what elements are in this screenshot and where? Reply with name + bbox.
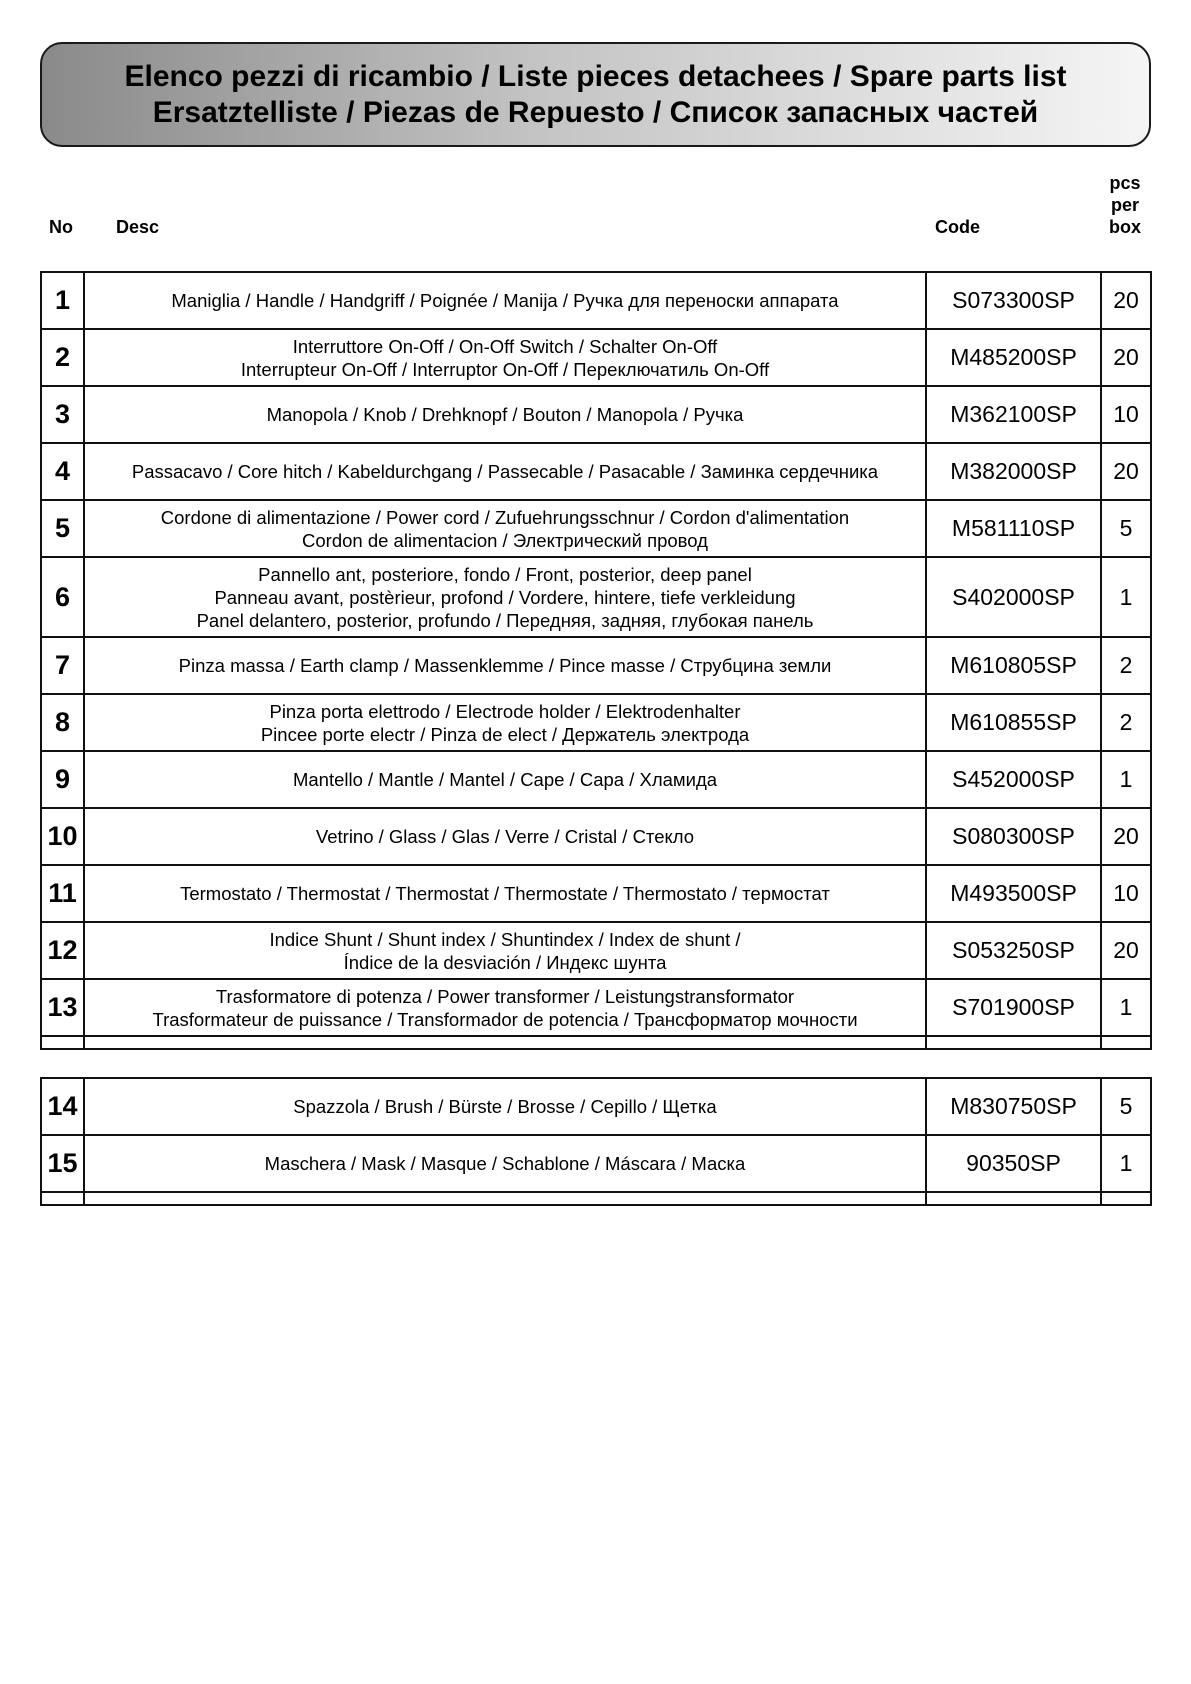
table-row [41, 386, 1151, 443]
table-row [41, 329, 1151, 386]
table-row [41, 272, 1151, 329]
part-number: 11 [41, 865, 84, 922]
part-code: S053250SP [926, 922, 1101, 979]
part-code: M610855SP [926, 694, 1101, 751]
part-description [84, 1135, 926, 1192]
part-code: S701900SP [926, 979, 1101, 1036]
spare-parts-table-body [41, 272, 1151, 1049]
part-pcs-per-box: 10 [1101, 865, 1151, 922]
part-description-line: Pincee porte electr / Pinza de elect / Держатель электрода [260, 723, 750, 745]
part-number: 6 [41, 557, 84, 637]
part-pcs-per-box: 1 [1101, 979, 1151, 1036]
table-row [41, 500, 1151, 557]
part-description [84, 1078, 926, 1135]
table-row [41, 443, 1151, 500]
part-description-line: Indice Shunt / Shunt index / Shuntindex / Index de shunt / [269, 928, 741, 950]
table-row [41, 1078, 1151, 1135]
part-description-line: Índice de la desviación / Индекс шунта [343, 951, 667, 973]
part-number: 9 [41, 751, 84, 808]
table-row [41, 808, 1151, 865]
part-pcs-per-box: 20 [1101, 272, 1151, 329]
part-pcs-per-box: 1 [1101, 751, 1151, 808]
column-header-pcs-line-1: pcs [1109, 173, 1141, 193]
column-header-code: Code [935, 217, 980, 237]
part-number: 3 [41, 386, 84, 443]
part-description [84, 694, 926, 751]
spare-parts-table-extra-body [41, 1078, 1151, 1205]
column-header-pcs-line-3: box [1108, 217, 1141, 237]
part-code: 90350SP [926, 1135, 1101, 1192]
part-number: 8 [41, 694, 84, 751]
part-number: 2 [41, 329, 84, 386]
spare-parts-table [40, 271, 1152, 1050]
part-code: M362100SP [926, 386, 1101, 443]
part-description-line: Manopola / Knob / Drehknopf / Bouton / Manopola / Ручка [266, 404, 744, 425]
part-pcs-per-box: 5 [1101, 500, 1151, 557]
part-pcs-per-box: 10 [1101, 386, 1151, 443]
part-pcs-per-box: 1 [1101, 1135, 1151, 1192]
table-row [41, 865, 1151, 922]
part-description [84, 751, 926, 808]
part-number: 15 [41, 1135, 84, 1192]
part-description [84, 808, 926, 865]
part-description-line: Trasformateur de puissance / Transformador de potencia / Трансформатор мочности [152, 1008, 858, 1030]
page-title-line-2: Ersatztelliste / Piezas de Repuesto / Список запасных частей [152, 95, 1039, 129]
part-code: M610805SP [926, 637, 1101, 694]
column-header-pcs-per-box [1100, 172, 1150, 238]
part-description [84, 637, 926, 694]
part-code: S452000SP [926, 751, 1101, 808]
part-description [84, 557, 926, 637]
empty-cell [926, 1192, 1101, 1205]
part-description [84, 443, 926, 500]
part-code: M485200SP [926, 329, 1101, 386]
part-description-line: Cordone di alimentazione / Power cord / Zufuehrungsschnur / Cordon d'alimentation [160, 506, 850, 528]
part-description [84, 329, 926, 386]
table-row [41, 922, 1151, 979]
part-description-line: Maniglia / Handle / Handgriff / Poignée / Manija / Ручка для переноски аппарата [171, 290, 839, 311]
table-row [41, 1135, 1151, 1192]
part-pcs-per-box: 20 [1101, 329, 1151, 386]
part-description-line: Pinza massa / Earth clamp / Massenklemme / Pince masse / Струбцина земли [178, 655, 832, 676]
part-pcs-per-box: 20 [1101, 808, 1151, 865]
table-row [41, 637, 1151, 694]
empty-cell [1101, 1192, 1151, 1205]
part-code: M382000SP [926, 443, 1101, 500]
part-number: 14 [41, 1078, 84, 1135]
column-header-no: No [49, 217, 73, 237]
part-description-line: Interrupteur On-Off / Interruptor On-Off / Переключатиль On-Off [240, 358, 770, 380]
part-pcs-per-box: 2 [1101, 637, 1151, 694]
part-description-line: Passacavo / Core hitch / Kabeldurchgang / Passecable / Pasacable / Заминка сердечника [131, 461, 879, 482]
empty-cell [41, 1192, 84, 1205]
table-row [41, 751, 1151, 808]
table-row [41, 694, 1151, 751]
part-description [84, 272, 926, 329]
empty-cell [926, 1036, 1101, 1049]
column-header-desc: Desc [116, 217, 160, 237]
part-description [84, 979, 926, 1036]
part-description [84, 865, 926, 922]
part-code: S080300SP [926, 808, 1101, 865]
part-description-line: Spazzola / Brush / Bürste / Brosse / Cepillo / Щетка [293, 1096, 717, 1117]
part-pcs-per-box: 20 [1101, 922, 1151, 979]
part-description-line: Termostato / Thermostat / Thermostat / Thermostate / Thermostato / термостат [180, 883, 830, 904]
part-description-line: Maschera / Mask / Masque / Schablone / Máscara / Маска [264, 1153, 746, 1174]
part-description [84, 386, 926, 443]
empty-cell [41, 1036, 84, 1049]
part-number: 4 [41, 443, 84, 500]
table-row [41, 557, 1151, 637]
part-number: 10 [41, 808, 84, 865]
part-number: 13 [41, 979, 84, 1036]
part-description-line: Mantello / Mantle / Mantel / Cape / Capa / Хламида [292, 769, 718, 790]
part-pcs-per-box: 5 [1101, 1078, 1151, 1135]
part-code: S402000SP [926, 557, 1101, 637]
page-title-banner [40, 42, 1151, 147]
empty-cell [1101, 1036, 1151, 1049]
part-pcs-per-box: 2 [1101, 694, 1151, 751]
part-description-line: Pinza porta elettrodo / Electrode holder / Elektrodenhalter [269, 700, 741, 722]
column-header-pcs-line-2: per [1110, 195, 1139, 215]
part-number: 1 [41, 272, 84, 329]
part-description [84, 922, 926, 979]
part-description-line: Trasformatore di potenza / Power transformer / Leistungstransformator [215, 985, 795, 1007]
table-row [41, 979, 1151, 1036]
table-row-empty [41, 1036, 1151, 1049]
part-description-line: Panneau avant, postèrieur, profond / Vordere, hintere, tiefe verkleidung [214, 586, 796, 608]
part-code: M493500SP [926, 865, 1101, 922]
empty-cell [84, 1036, 926, 1049]
table-row-empty [41, 1192, 1151, 1205]
part-description-line: Vetrino / Glass / Glas / Verre / Cristal / Стекло [315, 826, 695, 847]
part-description-line: Cordon de alimentacion / Электрический провод [302, 529, 708, 551]
spare-parts-table-extra [40, 1077, 1152, 1206]
part-description-line: Panel delantero, posterior, profundo / Передняя, задняя, глубокая панель [196, 609, 814, 631]
part-number: 5 [41, 500, 84, 557]
part-description [84, 500, 926, 557]
part-description-line: Pannello ant, posteriore, fondo / Front, posterior, deep panel [258, 563, 752, 585]
empty-cell [84, 1192, 926, 1205]
part-code: M581110SP [926, 500, 1101, 557]
part-description-line: Interruttore On-Off / On-Off Switch / Schalter On-Off [292, 335, 718, 357]
part-code: S073300SP [926, 272, 1101, 329]
part-number: 7 [41, 637, 84, 694]
part-number: 12 [41, 922, 84, 979]
part-pcs-per-box: 20 [1101, 443, 1151, 500]
page-title-line-1: Elenco pezzi di ricambio / Liste pieces detachees / Spare parts list [124, 59, 1067, 93]
part-pcs-per-box: 1 [1101, 557, 1151, 637]
part-code: M830750SP [926, 1078, 1101, 1135]
